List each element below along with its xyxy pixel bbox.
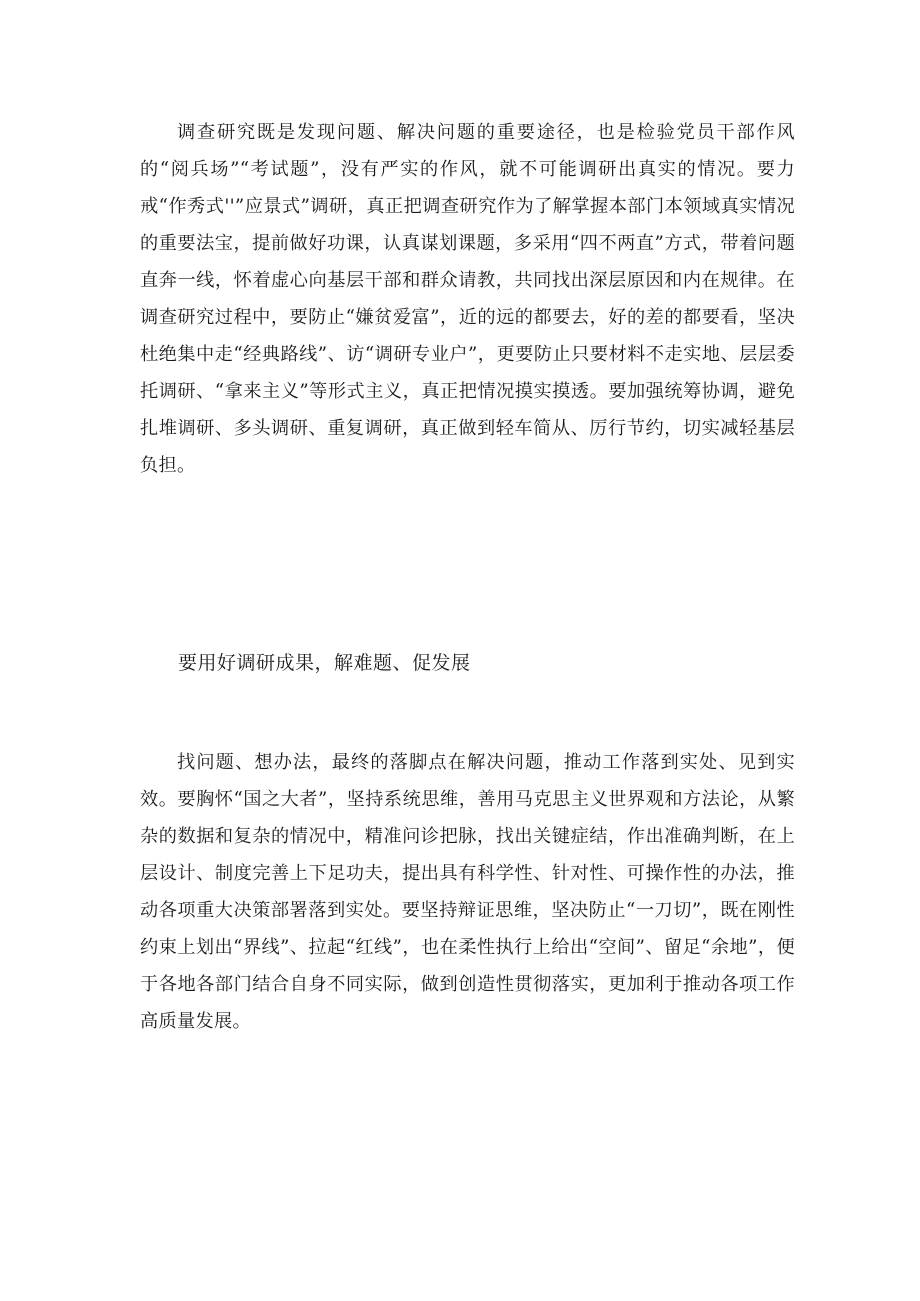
body-paragraph: 找问题、想办法，最终的落脚点在解决问题，推动工作落到实处、见到实效。要胸怀“国之大者”，坚持系统思维，善用马克思主义世界观和方法论，从繁杂的数据和复杂的情况中，精准问诊把脉，找出关键症结，作出准确判断，在上层设计、制度完善上下足功夫，提出具有科学性、针对性、可操作性的办法，推动各项重大决策部署落到实处。要坚持辩证思维，坚决防止“一刀切”，既在刚性约束上划出“界线”、拉起“红线”，也在柔性执行上给出“空间”、留足“余地”，便于各地各部门结合自身不同实际，做到创造性贯彻落实，更加利于推动各项工作高质量发展。	[140, 752, 795, 1032]
body-paragraph: 调查研究既是发现问题、解决问题的重要途径，也是检验党员干部作风的“阅兵场”“考试题”，没有严实的作风，就不可能调研出真实的情况。要力戒“作秀式''”应景式”调研，真正把调查研究作为了解掌握本部门本领域真实情况的重要法宝，提前做好功课，认真谋划课题，多采用“四不两直”方式，带着问题直奔一线，怀着虚心向基层干部和群众请教，共同找出深层原因和内在规律。在调查研究过程中，要防止“嫌贫爱富”，近的远的都要去，好的差的都要看，坚决杜绝集中走“经典路线”、访“调研专业户”，更要防止只要材料不走实地、层层委托调研、“拿来主义”等形式主义，真正把情况摸实摸透。要加强统筹协调，避免扎堆调研、多头调研、重复调研，真正做到轻车简从、厉行节约，切实减轻基层负担。	[140, 122, 795, 476]
section-heading: 要用好调研成果，解难题、促发展	[178, 652, 471, 674]
